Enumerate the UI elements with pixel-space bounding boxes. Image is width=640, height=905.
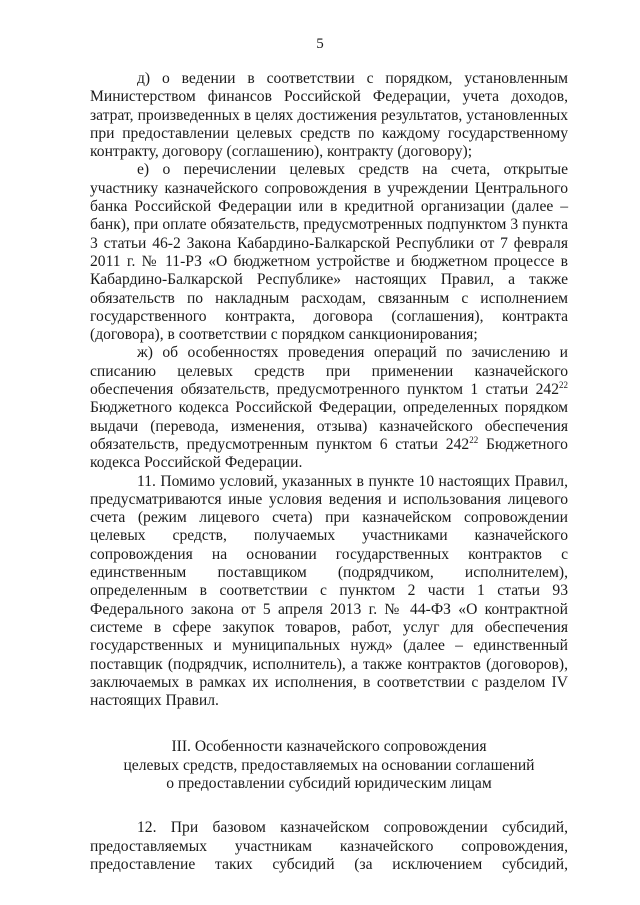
paragraph-zh-text-1: ж) об особенностях проведения операций по зачислению и списанию целевых средств при применении казначейского обеспечения обязательств, предусмотренного пунктом 1 статьи 242: [90, 344, 568, 399]
paragraph-11: 11. Помимо условий, указанных в пункте 10 настоящих Правил, предусматриваются иные условия ведения и использования лицевого счета (режим лицевого счета) при казначейском сопровождении целевых средств, получаемых участниками казначейского сопровождения на основании государственных контрактов с единственным поставщиком (подрядчиком, исполнителем), определенным в соответствии с пунктом 2 части 1 статьи 93 Федерального закона от 5 апреля 2013 г. № 44-ФЗ «О контрактной системе в сфере закупок товаров, работ, услуг для обеспечения государственных и муниципальных нужд» (далее – единственный поставщик (подрядчик, исполнитель), а также контрактов (договоров), заключаемых в рамках их исполнения, в соответствии с разделом IV настоящих Правил.: [90, 472, 568, 710]
paragraph-12: 12. При базовом казначейском сопровождении субсидий, предоставляемых участникам казначейского сопровождения, предоставление таких субсидий (за исключением субсидий,: [90, 819, 568, 873]
paragraph-e: е) о перечислении целевых средств на счета, открытые участнику казначейского сопровождения в учреждении Центрального банка Российской Федерации или в кредитной организации (далее – банк), при оплате обязательств, предусмотренных подпунктом 3 пункта 3 статьи 46-2 Закона Кабардино-Балкарской Республики от 7 февраля 2011 г. № 11-РЗ «О бюджетном устройстве и бюджетном процессе в Кабардино-Балкарской Республике» настоящих Правил, а также обязательств по накладным расходам, связанным с исполнением государственного контракта, договора (соглашения), контракта (договора), в соответствии с порядком санкционирования;: [90, 161, 568, 344]
paragraph-zh: [90, 344, 568, 472]
section-heading-line-2: целевых средств, предоставляемых на основании соглашений: [123, 756, 535, 774]
page-number: 5: [316, 36, 324, 52]
paragraph-zh-text-2: Бюджетного кодекса Российской Федерации, определенных порядком выдачи (перевода, изменения, отзыва) казначейского обеспечения обязательств, предусмотренным пунктом 6 статьи 242: [90, 399, 568, 453]
section-heading: [90, 738, 568, 793]
document-body: [90, 70, 568, 874]
superscript-22: 22: [559, 379, 568, 390]
superscript-22: 22: [469, 434, 479, 445]
paragraph-zh-text-3: Бюджетного кодекса Российской Федерации.: [90, 435, 568, 472]
paragraph-d: д) о ведении в соответствии с порядком, установленным Министерством финансов Российской Федерации, учета доходов, затрат, произведенных в целях достижения результатов, установленных при предоставлении целевых средств по каждому государственному контракту, договору (соглашению), контракту (договору);: [90, 70, 568, 161]
section-heading-line-3: о предоставлении субсидий юридическим лицам: [166, 774, 492, 792]
section-heading-line-1: III. Особенности казначейского сопровождения: [171, 738, 487, 756]
